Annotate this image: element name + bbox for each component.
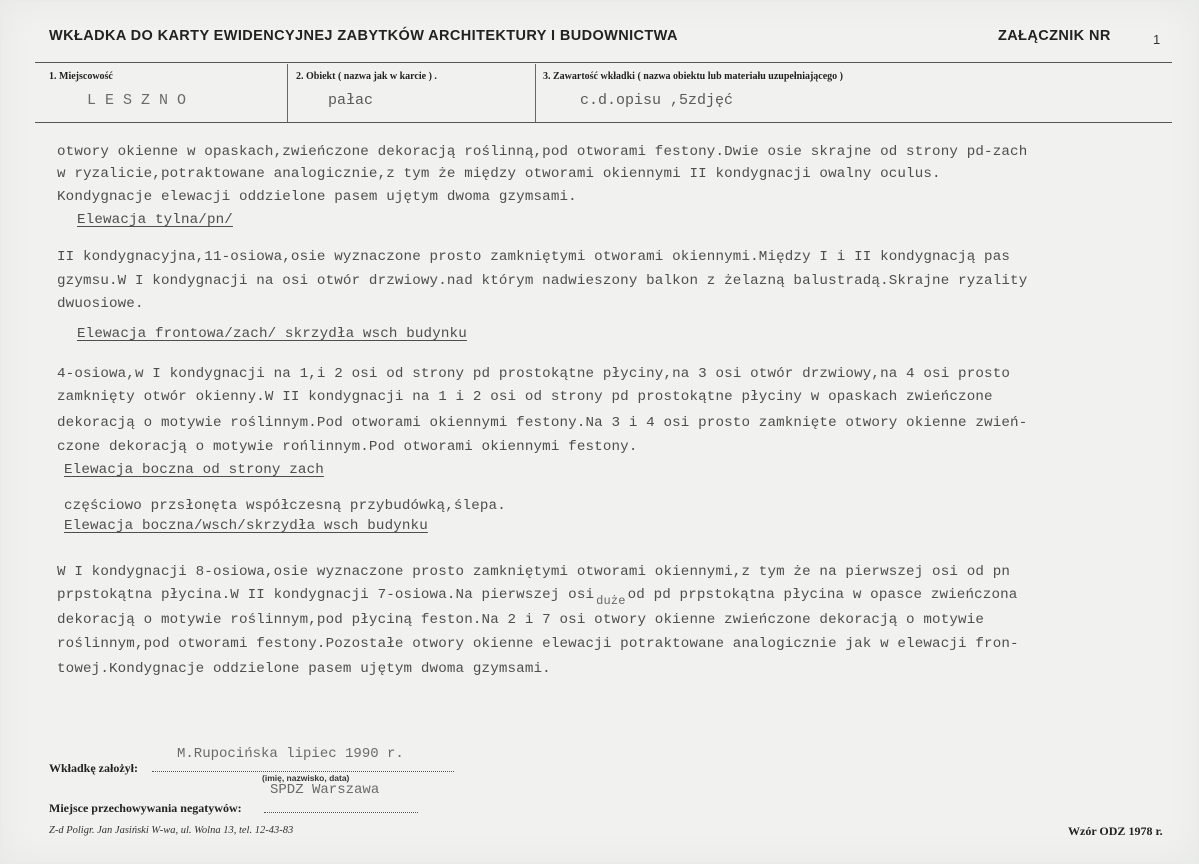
body-line: 4-osiowa,w I kondygnacji na 1,i 2 osi od strony pd prostokątne płyciny,na 3 osi otwór drzwiowy,na 4 osi prosto: [57, 366, 1011, 382]
body-line: zamknięty otwór okienny.W II kondygnacji na 1 i 2 osi od strony pd prostokątne płyciny w opaskach zwieńczone: [57, 389, 993, 405]
storage-label: Miejsce przechowywania negatywów:: [49, 801, 242, 815]
section-heading: Elewacja boczna od strony zach: [64, 462, 324, 478]
form-title: WKŁADKA DO KARTY EWIDENCYJNEJ ZABYTKÓW ARCHITEKTURY I BUDOWNICTWA: [49, 28, 678, 44]
content-label: 3. Zawartość wkładki ( nazwa obiektu lub materiału uzupełniającego ): [543, 71, 844, 82]
section-heading: Elewacja tylna/pn/: [77, 212, 233, 228]
body-line: gzymsu.W I kondygnacji na osi otwór drzwiowy.nad którym nadwieszony balkon z żelazną balustradą.Skrajne ryzality: [57, 273, 1028, 289]
header-rule: [35, 62, 1172, 63]
body-line: towej.Kondygnacje oddzielone pasem ujętym dwoma gzymsami.: [57, 661, 551, 677]
body-line: częściowo przsłonęta współczesną przybudówką,ślepa.: [64, 498, 506, 514]
body-line: czone dekoracją o motywie rońlinnym.Pod otworami okiennymi festony.: [57, 439, 638, 455]
body-line: Kondygnacje elewacji oddzielone pasem ujętym dwoma gzymsami.: [57, 189, 577, 205]
body-line: w ryzalicie,potraktowane analogicznie,z tym że między otworami okiennymi II kondygnacji owalny oculus.: [57, 166, 941, 182]
form-template-id: Wzór ODZ 1978 r.: [1068, 824, 1163, 838]
storage-dotted-line: [264, 812, 418, 813]
body-line: II kondygnacyjna,11-osiowa,osie wyznaczone prosto zamkniętymi otworami okiennymi.Między I i II kondygnacją pas: [57, 249, 1011, 265]
section-heading: Elewacja boczna/wsch/skrzydła wsch budynku: [64, 518, 428, 534]
object-value: pałac: [328, 92, 374, 109]
founded-dotted-line: [152, 771, 454, 772]
form-sheet: [2, 2, 1197, 862]
body-line-part: od pd prpstokątna płycina w opasce zwieńczona: [627, 587, 1018, 603]
body-line: W I kondygnacji 8-osiowa,osie wyznaczone prosto zamkniętymi otworami okiennymi,z tym że na pierwszej osi od pn: [57, 564, 1011, 580]
content-value: c.d.opisu ,5zdjęć: [580, 92, 734, 109]
founded-hint: (imię, nazwisko, data): [262, 773, 350, 783]
annex-label: ZAŁĄCZNIK NR: [998, 28, 1111, 44]
handwritten-insert: duże: [596, 594, 626, 608]
fields-bottom-rule: [35, 122, 1172, 123]
place-value: LESZNO: [87, 92, 196, 109]
body-line: dwuosiowe.: [57, 296, 144, 312]
body-line: roślinnym,pod otworami festony.Pozostałe otwory okienne elewacji potraktowane analogicznie jak w elewacji fron-: [57, 636, 1019, 652]
body-line: [57, 587, 1018, 608]
object-label: 2. Obiekt ( nazwa jak w karcie ) .: [296, 71, 437, 82]
body-line: dekoracją o motywie roślinnym.Pod otworami okiennymi festony.Na 3 i 4 osi prosto zamknięte otwory okienne zwień-: [57, 415, 1028, 431]
place-label: 1. Miejscowość: [49, 71, 113, 82]
storage-value: SPDZ Warszawa: [270, 782, 380, 798]
field-divider-1: [287, 64, 288, 122]
printer-note: Z-d Poligr. Jan Jasiński W-wa, ul. Wolna 13, tel. 12-43-83: [49, 825, 294, 836]
annex-number: 1: [1153, 32, 1161, 47]
section-heading: Elewacja frontowa/zach/ skrzydła wsch budynku: [77, 326, 467, 342]
body-line: otwory okienne w opaskach,zwieńczone dekoracją roślinną,pod otworami festony.Dwie osie skrajne od strony pd-zach: [57, 144, 1028, 160]
field-divider-2: [535, 64, 536, 122]
founded-value: M.Rupocińska lipiec 1990 r.: [177, 746, 404, 762]
body-line: dekoracją o motywie roślinnym,pod płyciną feston.Na 2 i 7 osi otwory okienne zwieńczone dekoracją o motywie: [57, 612, 985, 628]
founded-label: Wkładkę założył:: [49, 761, 138, 775]
body-line-part: prpstokątna płycina.W II kondygnacji 7-osiowa.Na pierwszej osi: [57, 587, 595, 603]
